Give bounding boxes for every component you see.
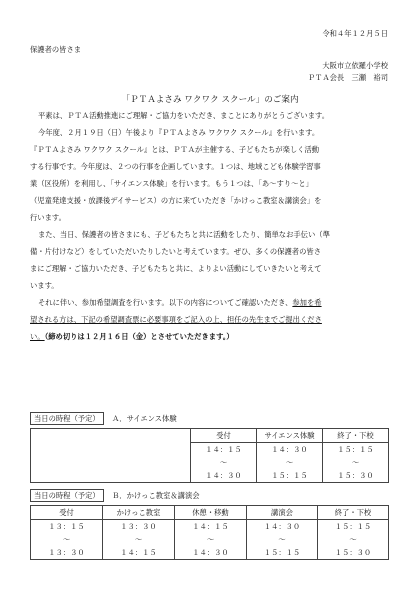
paragraph-line: 行います。: [30, 213, 66, 222]
paragraph-line: 今年度、２月１９日（日）午後より『ＰＴＡよさみ ワクワク スクール』を行います。: [38, 128, 320, 137]
paragraph-line: 平素は、ＰＴＡ活動推進にご理解・ご協力をいただき、まことにありがとうございます。: [38, 111, 329, 120]
schedule-b-table: [30, 505, 389, 560]
paragraph-line: また、当日、保護者の皆さまにも、子どもたちと共に活動をしたり、簡単なお手伝い（準: [38, 230, 330, 239]
column-header: サイエンス体験: [257, 429, 323, 443]
notice-underlined: い。: [30, 332, 45, 341]
notice-underlined: 望される方は、下記の希望調査票に必要事項をご記入の上、担任の先生までご提出くださ: [30, 315, 322, 324]
document-title: 「ＰＴＡよさみ ワクワク スクール」のご案内: [121, 95, 299, 105]
body-text: [30, 107, 388, 345]
schedule-a-table: [30, 428, 389, 483]
end-time: １４：３０: [191, 469, 257, 483]
column-header: 休憩・移動: [175, 506, 247, 520]
schedule-b-heading: [30, 489, 200, 502]
tilde: ～: [247, 533, 318, 546]
notice-line: [30, 328, 388, 345]
sender-name: ＰＴＡ会長 三瀬 裕司: [307, 73, 388, 82]
tilde: ～: [175, 533, 247, 546]
end-time: １５：１５: [247, 546, 318, 560]
notice-line: [30, 294, 388, 311]
tilde: ～: [191, 456, 257, 469]
end-time: １５：１５: [257, 469, 323, 483]
column-header: 講演会: [247, 506, 318, 520]
column-header: 終了・下校: [318, 506, 389, 520]
paragraph-line: 備・片付けなど）をしていただいたりしたいと考えています。ぜひ、多くの保護者の皆さ: [30, 247, 321, 256]
schedule-a-title: Ａ．サイエンス体験: [112, 414, 177, 423]
paragraph-line: まにご理解・ご協力いただき、子どもたちと共に、よりよい活動にしていきたいと考えて: [30, 264, 322, 273]
end-time: １４：３０: [175, 546, 247, 560]
start-time: １３：３０: [103, 520, 175, 534]
tilde: ～: [257, 456, 323, 469]
school-name: 大阪市立依羅小学校: [322, 61, 388, 70]
schedule-label: 当日の時程（予定）: [30, 412, 104, 425]
schedule-b-title: Ｂ．かけっこ教室＆講演会: [112, 491, 200, 500]
start-time: １３：１５: [31, 520, 103, 534]
deadline-text: （締め切りは１２月１６日（金）とさせていただきます。）: [44, 332, 234, 341]
start-time: １４：１５: [191, 443, 257, 457]
issue-date: 令和４年１２月５日: [322, 29, 388, 38]
end-time: １５：３０: [318, 546, 389, 560]
start-time: １４：３０: [247, 520, 318, 534]
paragraph-line: する行事です。今年度は、２つの行事を企画しています。１つは、地域こども体験学習事: [30, 162, 321, 171]
start-time: １５：１５: [318, 520, 389, 534]
column-header: かけっこ教室: [103, 506, 175, 520]
tilde: ～: [103, 533, 175, 546]
column-header: 受付: [191, 429, 257, 443]
start-time: １５：１５: [323, 443, 389, 457]
end-time: １５：３０: [323, 469, 389, 483]
paragraph-line: 『ＰＴＡよさみ ワクワク スクール』とは、ＰＴＡが主催する、子どもたちが楽しく活動: [30, 145, 320, 154]
start-time: １４：３０: [257, 443, 323, 457]
start-time: １４：１５: [175, 520, 247, 534]
addressee: 保護者の皆さま: [30, 45, 82, 54]
paragraph-line: 業（区役所）を利用し、「サイエンス体験」を行います。もう１つは、「あ～すり～と」: [30, 179, 313, 188]
paragraph-line: （児童発達支援・放課後デイサービス）の方に来ていただき「かけっこ教室＆講演会」を: [30, 196, 322, 205]
end-time: １３：３０: [31, 546, 103, 560]
schedule-label: 当日の時程（予定）: [30, 489, 104, 502]
notice-underlined: 参加を希: [292, 298, 322, 307]
column-header: 終了・下校: [323, 429, 389, 443]
column-header: 受付: [31, 506, 103, 520]
tilde: ～: [318, 533, 389, 546]
empty-cell: [31, 429, 191, 483]
paragraph-line: います。: [30, 281, 59, 290]
schedule-a-heading: [30, 412, 177, 425]
notice-text: それに伴い、参加希望調査を行います。以下の内容についてご確認いただき、: [38, 298, 293, 307]
end-time: １４：１５: [103, 546, 175, 560]
tilde: ～: [323, 456, 389, 469]
tilde: ～: [31, 533, 103, 546]
